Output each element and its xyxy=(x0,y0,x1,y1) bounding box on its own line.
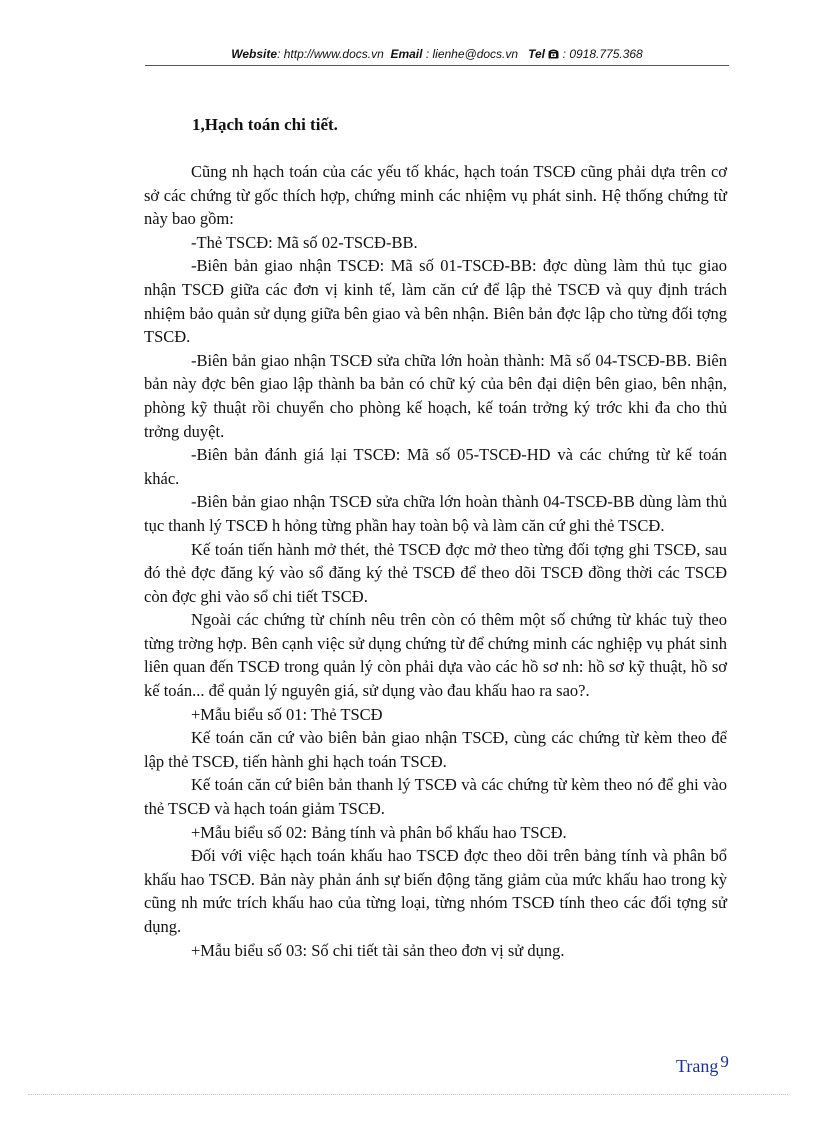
paragraph: -Biên bản giao nhận TSCĐ sửa chữa lớn hoàn thành: Mã số 04-TSCĐ-BB. Biên bản này đợc bên giao lập thành ba bản có chữ ký của bên đại diện bên giao, bên nhận, phòng kỹ thuật rồi chuyển cho phòng kế hoạch, kế toán trởng ký trớc khi đa cho thủ trởng duyệt. xyxy=(144,350,727,441)
phone-icon xyxy=(548,47,562,61)
tel-value: : 0918.775.368 xyxy=(562,47,643,61)
paragraph: -Biên bản đánh giá lại TSCĐ: Mã số 05-TSCĐ-HD và các chứng từ kế toán khác. xyxy=(144,445,727,488)
paragraph: Đối với việc hạch toán khấu hao TSCĐ đợc theo dõi trên bảng tính và phân bổ khấu hao TSCĐ. Bản này phản ánh sự biến động tăng giảm của mức khấu hao trong kỳ cũng nh mức trích khấu hao của từng loại, từng nhóm TSCĐ tính theo các đối tợng sử dụng. xyxy=(144,846,727,936)
paragraph: Kế toán căn cứ biên bản thanh lý TSCĐ và các chứng từ kèm theo nó để ghi vào thẻ TSCĐ và hạch toán giảm TSCĐ. xyxy=(144,775,727,819)
paragraph: Kế toán tiến hành mở thét, thẻ TSCĐ đợc mở theo từng đối tợng ghi TSCĐ, sau đó thẻ đợc đăng ký vào sổ đăng ký thẻ TSCĐ để theo dõi TSCĐ đồng thời các TSCĐ còn đợc ghi vào sổ chi tiết TSCĐ. xyxy=(144,539,727,606)
email-label: Email xyxy=(390,47,423,61)
website-value: : http://www.docs.vn xyxy=(277,47,384,61)
email-value: : lienhe@docs.vn xyxy=(425,47,519,61)
paragraph: +Mẫu biểu số 03: Số chi tiết tài sản theo đơn vị sử dụng. xyxy=(191,940,565,960)
paragraph: Cũng nh hạch toán của các yếu tố khác, hạch toán TSCĐ cũng phải dựa trên cơ sở các chứng từ gốc thích hợp, chứng minh các nhiệm vụ phát sinh. Hệ thống chứng từ này bao gồm: xyxy=(144,162,727,229)
page-number-value: 9 xyxy=(720,1052,729,1071)
website-label: Website xyxy=(231,47,278,61)
page-label: Trang xyxy=(676,1056,719,1076)
header-divider xyxy=(145,65,729,66)
paragraph: Kế toán căn cứ vào biên bản giao nhận TSCĐ, cùng các chứng từ kèm theo để lập thẻ TSCĐ, tiến hành ghi hạch toán TSCĐ. xyxy=(144,728,727,771)
paragraph: +Mẫu biểu số 01: Thẻ TSCĐ xyxy=(191,704,383,724)
page-header xyxy=(145,47,729,61)
paragraph: +Mẫu biểu số 02: Bảng tính và phân bổ khấu hao TSCĐ. xyxy=(191,822,567,842)
section-heading: 1,Hạch toán chi tiết. xyxy=(192,115,338,134)
page-number xyxy=(676,1052,729,1077)
paragraph: -Biên bản giao nhận TSCĐ: Mã số 01-TSCĐ-BB: đợc dùng làm thủ tục giao nhận TSCĐ giữa các đơn vị kinh tế, làm căn cứ để lập thẻ TSCĐ và quy định trách nhiệm bảo quản sử dụng giữa bên giao và bên nhận. Biên bản đợc lập cho từng đối tợng TSCĐ. xyxy=(144,256,727,347)
tel-label: Tel xyxy=(528,47,545,61)
footer-divider xyxy=(28,1094,788,1095)
paragraph: -Thẻ TSCĐ: Mã số 02-TSCĐ-BB. xyxy=(191,232,418,252)
paragraph: -Biên bản giao nhận TSCĐ sửa chữa lớn hoàn thành 04-TSCĐ-BB dùng làm thủ tục thanh lý TSCĐ h hỏng từng phần hay toàn bộ và làm căn cứ ghi thẻ TSCĐ. xyxy=(144,492,727,535)
paragraph: Ngoài các chứng từ chính nêu trên còn có thêm một số chứng từ khác tuỳ theo từng trờng hợp. Bên cạnh việc sử dụng chứng từ để chứng minh các nghiệp vụ phát sinh liên quan đến TSCĐ trong quản lý còn phải dựa vào các hồ sơ nh: hồ sơ kỹ thuật, hồ sơ kế toán... để quản lý nguyên giá, sử dụng vào đau khấu hao ra sao?. xyxy=(144,610,727,701)
document-body xyxy=(144,112,727,962)
